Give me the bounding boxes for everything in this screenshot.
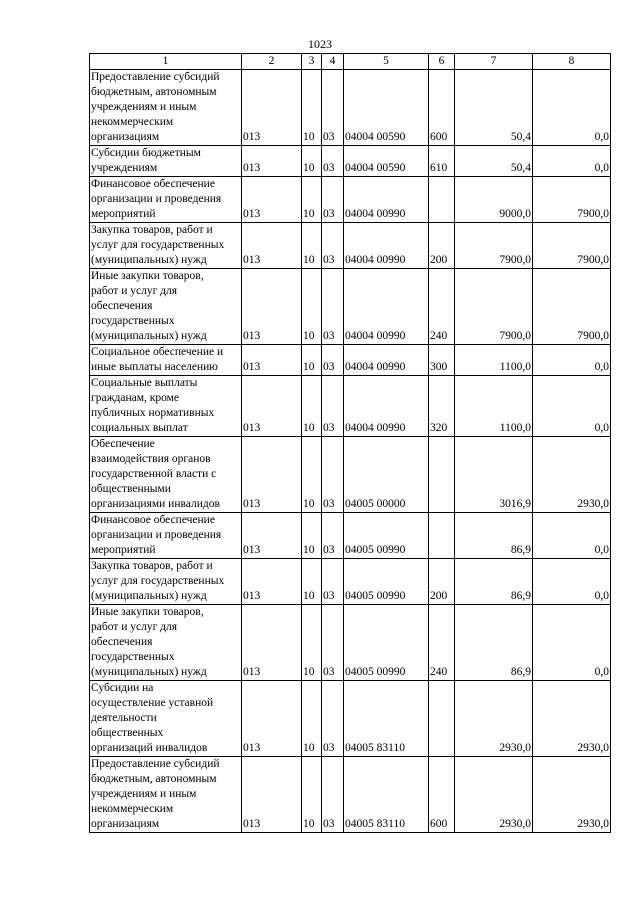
row-pr-cell: 03 xyxy=(322,177,344,223)
table-row xyxy=(90,681,611,757)
row-sum2-cell: 0,0 xyxy=(533,513,611,559)
row-grbs-cell: 013 xyxy=(242,513,302,559)
row-name-cell: Закупка товаров, работ и услуг для государственных (муниципальных) нужд xyxy=(90,223,242,269)
row-sum1-cell: 7900,0 xyxy=(455,269,533,345)
table-row xyxy=(90,437,611,513)
row-csr-cell: 04004 00590 xyxy=(344,70,429,146)
row-grbs-cell: 013 xyxy=(242,70,302,146)
row-pr-cell: 03 xyxy=(322,70,344,146)
row-grbs-cell: 013 xyxy=(242,376,302,437)
row-csr-cell: 04005 00990 xyxy=(344,513,429,559)
row-vr-cell: 240 xyxy=(429,605,455,681)
table-body xyxy=(90,70,611,833)
row-rz-cell: 10 xyxy=(302,757,322,833)
row-grbs-cell: 013 xyxy=(242,345,302,376)
row-rz-cell: 10 xyxy=(302,376,322,437)
table-row xyxy=(90,269,611,345)
row-sum2-cell: 0,0 xyxy=(533,345,611,376)
row-csr-cell: 04004 00990 xyxy=(344,376,429,437)
table-header-row xyxy=(90,54,611,70)
row-grbs-cell: 013 xyxy=(242,223,302,269)
table-row xyxy=(90,70,611,146)
row-sum2-cell: 7900,0 xyxy=(533,223,611,269)
table-row xyxy=(90,223,611,269)
row-rz-cell: 10 xyxy=(302,605,322,681)
row-vr-cell: 300 xyxy=(429,345,455,376)
row-rz-cell: 10 xyxy=(302,345,322,376)
row-sum1-cell: 3016,9 xyxy=(455,437,533,513)
column-header: 7 xyxy=(455,54,533,70)
row-csr-cell: 04005 83110 xyxy=(344,757,429,833)
row-name-cell: Предоставление субсидий бюджетным, автономным учреждениям и иным некоммерческим организациям xyxy=(90,70,242,146)
row-vr-cell: 200 xyxy=(429,223,455,269)
row-csr-cell: 04005 00000 xyxy=(344,437,429,513)
row-pr-cell: 03 xyxy=(322,605,344,681)
table-row xyxy=(90,513,611,559)
row-name-cell: Субсидии бюджетным учреждениям xyxy=(90,146,242,177)
table-row xyxy=(90,376,611,437)
row-pr-cell: 03 xyxy=(322,345,344,376)
row-grbs-cell: 013 xyxy=(242,681,302,757)
row-grbs-cell: 013 xyxy=(242,269,302,345)
row-pr-cell: 03 xyxy=(322,513,344,559)
row-rz-cell: 10 xyxy=(302,146,322,177)
row-sum1-cell: 50,4 xyxy=(455,70,533,146)
row-sum1-cell: 2930,0 xyxy=(455,681,533,757)
row-grbs-cell: 013 xyxy=(242,757,302,833)
row-rz-cell: 10 xyxy=(302,559,322,605)
row-vr-cell xyxy=(429,177,455,223)
column-header: 6 xyxy=(429,54,455,70)
row-vr-cell xyxy=(429,513,455,559)
row-rz-cell: 10 xyxy=(302,513,322,559)
row-sum2-cell: 7900,0 xyxy=(533,177,611,223)
row-sum2-cell: 2930,0 xyxy=(533,757,611,833)
column-header: 4 xyxy=(322,54,344,70)
row-rz-cell: 10 xyxy=(302,269,322,345)
page-number: 1023 xyxy=(308,37,332,51)
row-csr-cell: 04004 00990 xyxy=(344,177,429,223)
row-csr-cell: 04004 00590 xyxy=(344,146,429,177)
row-sum1-cell: 86,9 xyxy=(455,605,533,681)
row-vr-cell: 600 xyxy=(429,70,455,146)
row-sum2-cell: 2930,0 xyxy=(533,437,611,513)
row-sum1-cell: 50,4 xyxy=(455,146,533,177)
row-sum2-cell: 0,0 xyxy=(533,70,611,146)
column-header: 2 xyxy=(242,54,302,70)
row-grbs-cell: 013 xyxy=(242,559,302,605)
row-vr-cell xyxy=(429,437,455,513)
row-vr-cell: 600 xyxy=(429,757,455,833)
row-csr-cell: 04004 00990 xyxy=(344,345,429,376)
row-rz-cell: 10 xyxy=(302,437,322,513)
row-pr-cell: 03 xyxy=(322,223,344,269)
row-sum2-cell: 2930,0 xyxy=(533,681,611,757)
table-row xyxy=(90,605,611,681)
row-sum1-cell: 7900,0 xyxy=(455,223,533,269)
row-rz-cell: 10 xyxy=(302,681,322,757)
row-csr-cell: 04005 00990 xyxy=(344,559,429,605)
row-name-cell: Обеспечение взаимодействия органов государственной власти с общественными организациями инвалидов xyxy=(90,437,242,513)
budget-table xyxy=(89,53,611,833)
row-pr-cell: 03 xyxy=(322,681,344,757)
table-row xyxy=(90,146,611,177)
row-name-cell: Социальное обеспечение и иные выплаты населению xyxy=(90,345,242,376)
row-pr-cell: 03 xyxy=(322,559,344,605)
row-sum2-cell: 7900,0 xyxy=(533,269,611,345)
row-sum1-cell: 86,9 xyxy=(455,559,533,605)
row-grbs-cell: 013 xyxy=(242,146,302,177)
row-name-cell: Финансовое обеспечение организации и проведения мероприятий xyxy=(90,177,242,223)
row-sum1-cell: 2930,0 xyxy=(455,757,533,833)
row-csr-cell: 04005 83110 xyxy=(344,681,429,757)
table-row xyxy=(90,177,611,223)
row-sum2-cell: 0,0 xyxy=(533,559,611,605)
column-header: 5 xyxy=(344,54,429,70)
row-vr-cell xyxy=(429,681,455,757)
row-sum2-cell: 0,0 xyxy=(533,146,611,177)
row-name-cell: Иные закупки товаров, работ и услуг для обеспечения государственных (муниципальных) нужд xyxy=(90,269,242,345)
table-row xyxy=(90,757,611,833)
table-row xyxy=(90,345,611,376)
row-pr-cell: 03 xyxy=(322,146,344,177)
row-sum1-cell: 86,9 xyxy=(455,513,533,559)
table-row xyxy=(90,559,611,605)
row-name-cell: Финансовое обеспечение организации и проведения мероприятий xyxy=(90,513,242,559)
row-name-cell: Субсидии на осуществление уставной деятельности общественных организаций инвалидов xyxy=(90,681,242,757)
row-pr-cell: 03 xyxy=(322,437,344,513)
row-rz-cell: 10 xyxy=(302,70,322,146)
row-name-cell: Предоставление субсидий бюджетным, автономным учреждениям и иным некоммерческим организациям xyxy=(90,757,242,833)
row-pr-cell: 03 xyxy=(322,376,344,437)
column-header: 8 xyxy=(533,54,611,70)
column-header: 1 xyxy=(90,54,242,70)
row-grbs-cell: 013 xyxy=(242,437,302,513)
row-pr-cell: 03 xyxy=(322,269,344,345)
row-name-cell: Социальные выплаты гражданам, кроме публичных нормативных социальных выплат xyxy=(90,376,242,437)
row-sum1-cell: 9000,0 xyxy=(455,177,533,223)
row-pr-cell: 03 xyxy=(322,757,344,833)
row-vr-cell: 320 xyxy=(429,376,455,437)
row-csr-cell: 04004 00990 xyxy=(344,223,429,269)
row-csr-cell: 04004 00990 xyxy=(344,269,429,345)
row-name-cell: Закупка товаров, работ и услуг для государственных (муниципальных) нужд xyxy=(90,559,242,605)
row-name-cell: Иные закупки товаров, работ и услуг для обеспечения государственных (муниципальных) нужд xyxy=(90,605,242,681)
row-rz-cell: 10 xyxy=(302,177,322,223)
row-sum2-cell: 0,0 xyxy=(533,605,611,681)
row-rz-cell: 10 xyxy=(302,223,322,269)
row-vr-cell: 610 xyxy=(429,146,455,177)
row-grbs-cell: 013 xyxy=(242,605,302,681)
row-csr-cell: 04005 00990 xyxy=(344,605,429,681)
row-sum1-cell: 1100,0 xyxy=(455,376,533,437)
row-vr-cell: 240 xyxy=(429,269,455,345)
row-sum2-cell: 0,0 xyxy=(533,376,611,437)
column-header: 3 xyxy=(302,54,322,70)
row-sum1-cell: 1100,0 xyxy=(455,345,533,376)
row-vr-cell: 200 xyxy=(429,559,455,605)
row-grbs-cell: 013 xyxy=(242,177,302,223)
